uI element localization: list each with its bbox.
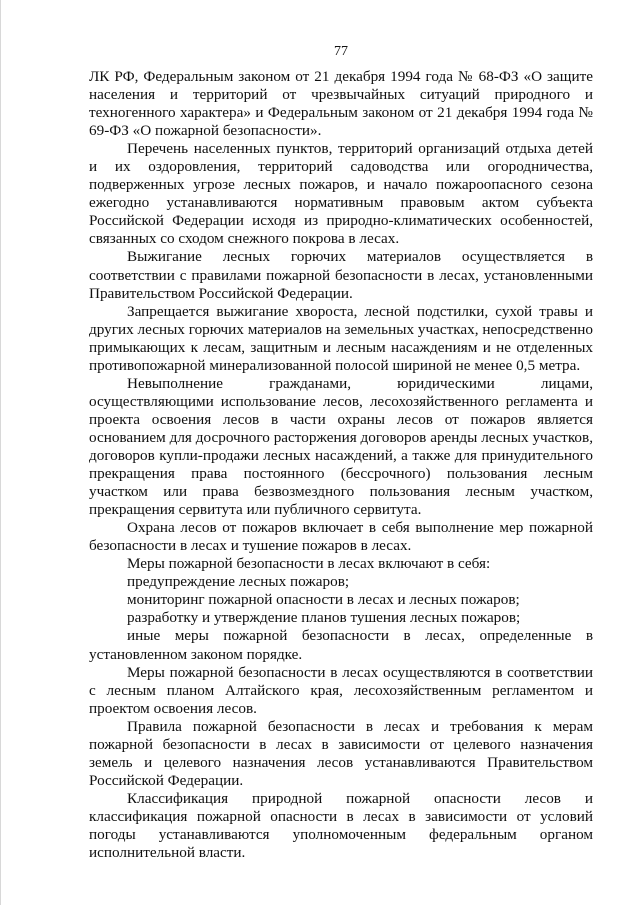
paragraph-measures-basis: Меры пожарной безопасности в лесах осуществляются в соответствии с лесным планом Алтайского края, лесохозяйственным регламентом и проектом освоения лесов. <box>89 663 593 717</box>
paragraph-burning-prohibition: Запрещается выжигание хвороста, лесной подстилки, сухой травы и других лесных горючих материалов на земельных участках, непосредственно примыкающих к лесам, защитным и лесным насаждениям и не отделенных противопожарной минерализованной полосой шириной не менее 0,5 метра. <box>89 302 593 374</box>
paragraph-fire-protection: Охрана лесов от пожаров включает в себя выполнение мер пожарной безопасности в лесах и тушение пожаров в лесах. <box>89 519 593 555</box>
paragraph-measures-intro: Меры пожарной безопасности в лесах включают в себя: <box>127 555 491 573</box>
paragraph-classification: Классификация природной пожарной опасности лесов и классификация пожарной опасности в лесах в зависимости от условий погоды устанавливаются уполномоченным федеральным органом исполнительной власти. <box>89 789 593 862</box>
page-number: 77 <box>334 44 348 59</box>
list-item-monitoring: мониторинг пожарной опасности в лесах и лесных пожаров; <box>127 591 520 609</box>
list-item-plans: разработку и утверждение планов тушения лесных пожаров; <box>127 609 521 627</box>
paragraph-settlements-list: Перечень населенных пунктов, территорий организаций отдыха детей и их оздоровления, территорий садоводства или огородничества, подверженных угрозе лесных пожаров, и начало пожароопасного сезона ежегодно устанавливаются нормативным правовым актом субъекта Российской Федерации исходя из природно-климатических особенностей, связанных со сходом снежного покрова в лесах. <box>89 140 593 248</box>
paragraph-non-compliance: Невыполнение гражданами, юридическими лицами, осуществляющими использование лесов, лесохозяйственного регламента и проекта освоения лесов в части охраны лесов от пожаров является основанием для досрочного расторжения договоров аренды лесных участков, договоров купли-продажи лесных насаждений, а также для принудительного прекращения права постоянного (бессрочного) пользования лесным участком или права безвозмездного пользования лесным участком, прекращения сервитута или публичного сервитута. <box>89 374 593 519</box>
paragraph-burning-rules: Выжигание лесных горючих материалов осуществляется в соответствии с правилами пожарной безопасности в лесах, установленными Правительством Российской Федерации. <box>89 248 593 302</box>
list-item-prevention: предупреждение лесных пожаров; <box>127 573 350 591</box>
document-body <box>89 68 593 862</box>
paragraph-continuation: ЛК РФ, Федеральным законом от 21 декабря 1994 года № 68-ФЗ «О защите населения и территорий от чрезвычайных ситуаций природного и техногенного характера» и Федеральным законом от 21 декабря 1994 года № 69-ФЗ «О пожарной безопасности». <box>89 68 593 140</box>
page-edge <box>0 0 1 905</box>
paragraph-rules-requirements: Правила пожарной безопасности в лесах и требования к мерам пожарной безопасности в лесах в зависимости от целевого назначения земель и целевого назначения лесов устанавливаются Правительством Российской Федерации. <box>89 717 593 789</box>
list-item-other-measures: иные меры пожарной безопасности в лесах, определенные в установленном законом порядке. <box>89 627 593 663</box>
